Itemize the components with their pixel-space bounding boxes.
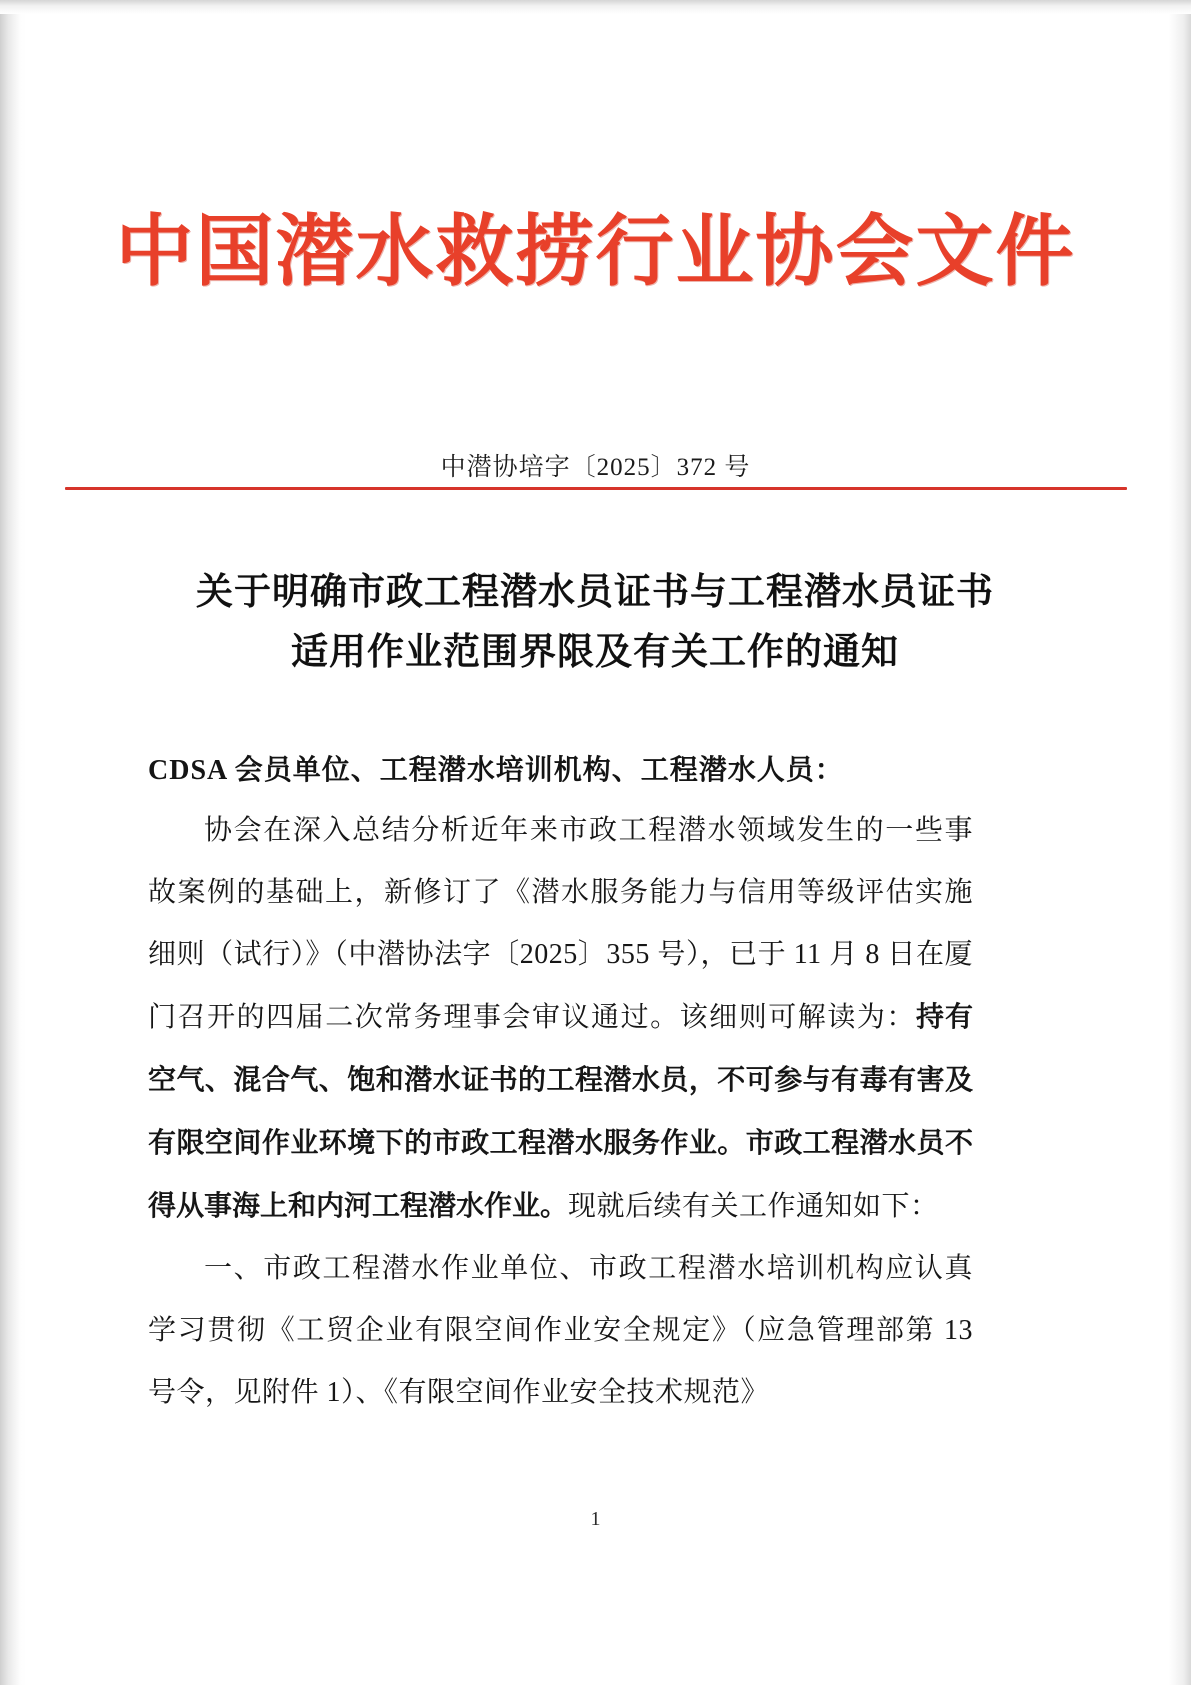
paragraph-lead-after: 现就后续有关工作通知如下： xyxy=(568,1191,939,1222)
body-text xyxy=(148,800,973,1424)
red-divider-rule xyxy=(65,487,1127,490)
document-number: 中潜协培字〔2025〕372 号 xyxy=(440,454,751,481)
masthead-title: 中国潜水救捞行业协会文件 xyxy=(115,208,1076,295)
page-title-line-2: 适用作业范围界限及有关工作的通知 xyxy=(291,631,899,673)
page-title-line-1: 关于明确市政工程潜水员证书与工程潜水员证书 xyxy=(196,572,994,613)
paragraph-lead-before: 协会在深入总结分析近年来市政工程潜水领域发生的一些事故案例的基础上，新修订了《潜水服务能力与信用等级评估实施细则（试行）》（中潜协法字〔2025〕355 号），已于 11 月 8 日在厦门召开的四届二次常务理事会审议通过。该细则可解读为： xyxy=(148,815,973,1033)
paragraph-lead-emphasis: 持有空气、混合气、饱和潜水证书的工程潜水员，不可参与有毒有害及有限空间作业环境下的市政工程潜水服务作业。市政工程潜水员不得从事海上和内河工程潜水作业。 xyxy=(148,1001,973,1221)
addressee-line: CDSA 会员单位、工程潜水培训机构、工程潜水人员： xyxy=(148,755,844,786)
paragraph-item-one: 一、市政工程潜水作业单位、市政工程潜水培训机构应认真学习贯彻《工贸企业有限空间作业安全规定》（应急管理部第 13 号令，见附件 1）、《有限空间作业安全技术规范》 xyxy=(148,1253,973,1408)
paragraph-lead xyxy=(148,800,973,1238)
page-number: 1 xyxy=(590,1508,601,1530)
page-title xyxy=(120,563,1070,683)
